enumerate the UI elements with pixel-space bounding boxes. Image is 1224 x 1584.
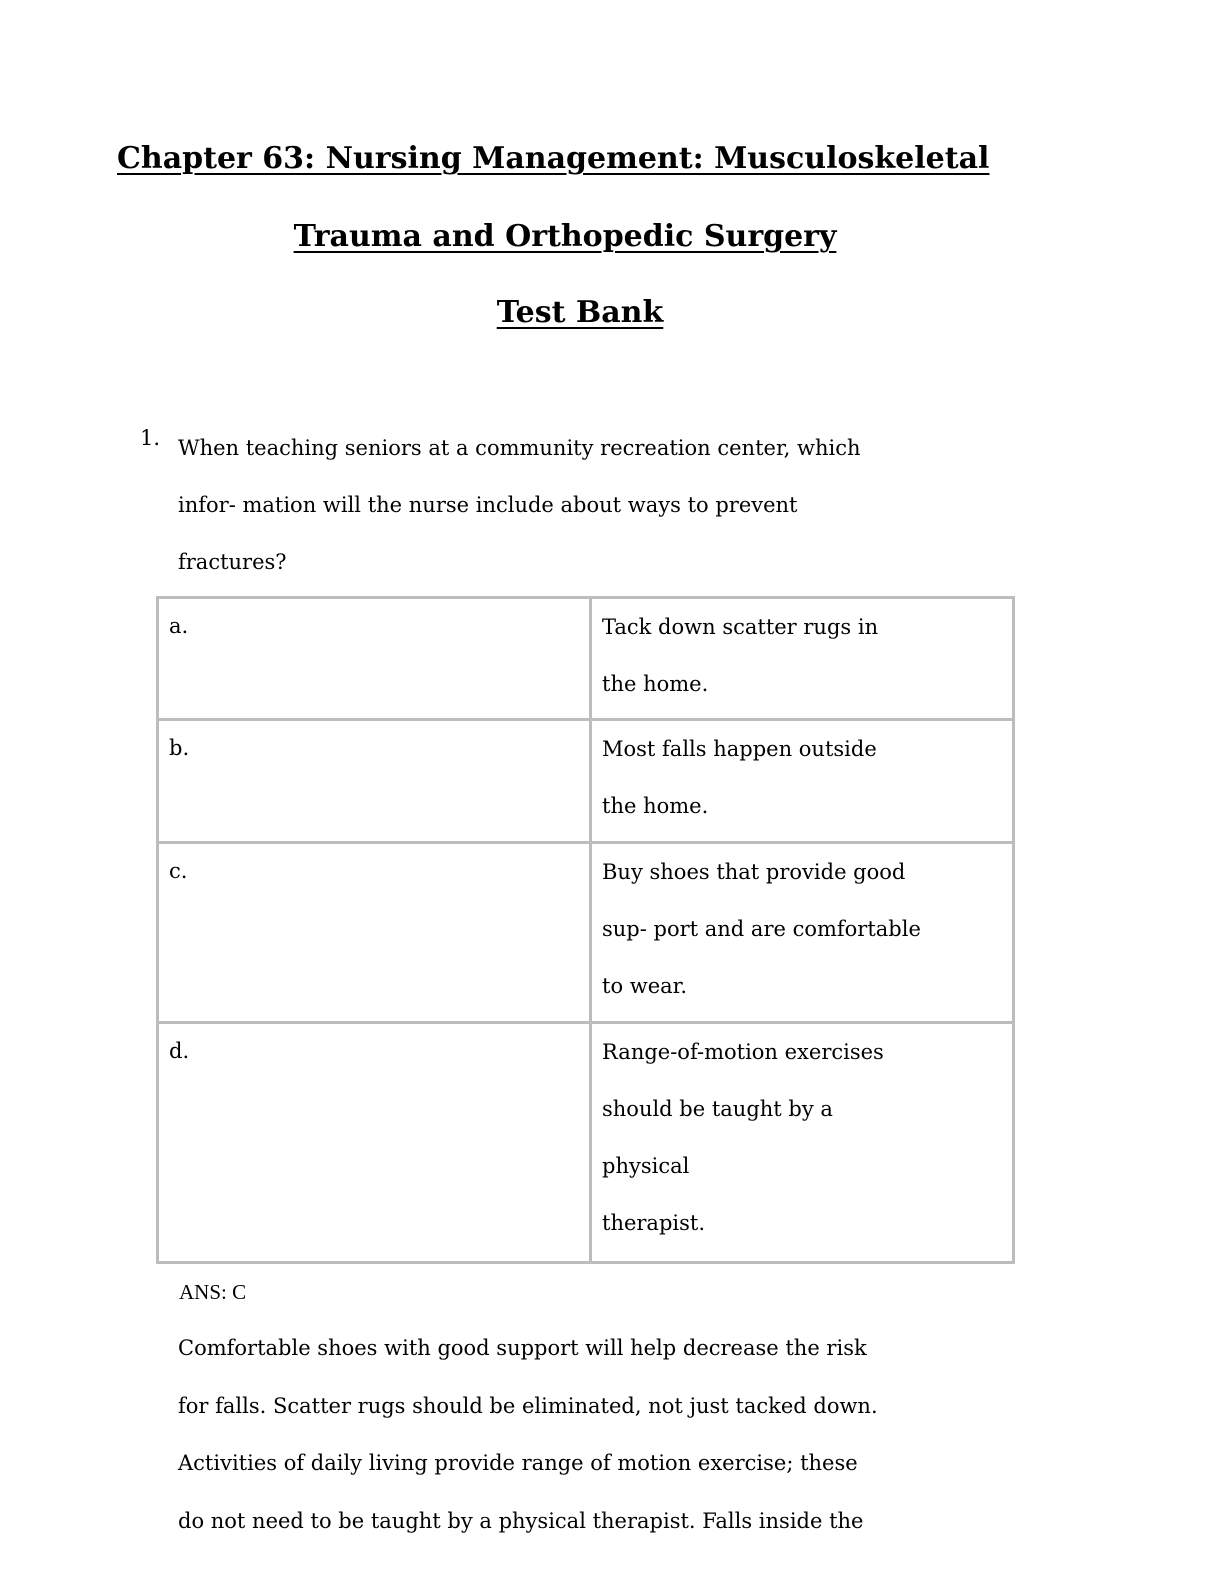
option-text (591, 1023, 1014, 1263)
rationale-text (178, 1320, 1048, 1550)
option-text-line: Range-of-motion exercises (602, 1040, 884, 1064)
option-text-line: should be taught by a (602, 1097, 833, 1121)
rationale-line: do not need to be taught by a physical therapist. Falls inside the (178, 1508, 864, 1533)
option-text (591, 843, 1014, 1023)
option-row-a (158, 598, 1014, 720)
option-row-c (158, 843, 1014, 1023)
option-letter: d. (158, 1023, 591, 1263)
answer-options-table (156, 596, 1015, 1264)
option-text-line: to wear. (602, 974, 688, 998)
option-letter: a. (158, 598, 591, 720)
option-text-line: therapist. (602, 1211, 706, 1235)
test-bank-heading: Test Bank (496, 295, 664, 330)
question-number: 1. (140, 426, 161, 450)
option-text-line: physical (602, 1154, 690, 1178)
option-text (591, 598, 1014, 720)
rationale-line: Comfortable shoes with good support will help decrease the risk (178, 1336, 867, 1360)
option-row-d (158, 1023, 1014, 1263)
chapter-title-line-2: Trauma and Orthopedic Surgery (293, 219, 837, 254)
option-text-line: the home. (602, 794, 709, 818)
option-text-line: Tack down scatter rugs in (602, 615, 879, 639)
option-row-b (158, 720, 1014, 843)
question-text (178, 420, 1018, 591)
option-text-line: Buy shoes that provide good (602, 860, 906, 884)
question-text-line: infor- mation will the nurse include about ways to prevent (178, 493, 798, 517)
option-letter: c. (158, 843, 591, 1023)
option-text-line: Most falls happen outside (602, 737, 877, 761)
option-letter: b. (158, 720, 591, 843)
option-text-line: the home. (602, 672, 709, 696)
chapter-title-line-1: Chapter 63: Nursing Management: Musculoskeletal (117, 141, 990, 176)
rationale-line: Activities of daily living provide range of motion exercise; these (178, 1451, 858, 1475)
question-text-line: fractures? (178, 550, 287, 574)
rationale-line: for falls. Scatter rugs should be eliminated, not just tacked down. (178, 1393, 878, 1418)
question-text-line: When teaching seniors at a community recreation center, which (178, 436, 861, 460)
option-text (591, 720, 1014, 843)
answer-key: ANS: C (179, 1280, 247, 1304)
option-text-line: sup- port and are comfortable (602, 917, 921, 941)
